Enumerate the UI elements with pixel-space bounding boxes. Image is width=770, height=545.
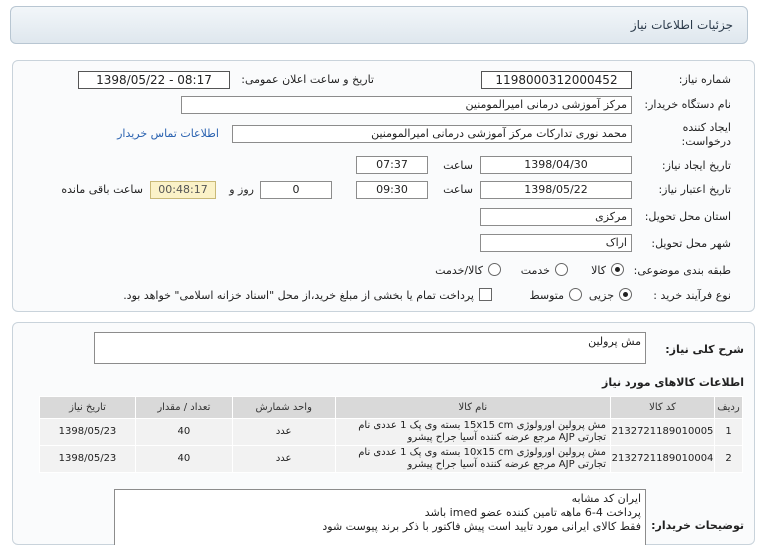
announce-datetime-label: تاریخ و ساعت اعلان عمومی:	[241, 73, 374, 86]
row-name	[335, 446, 610, 473]
row-unit: عدد	[232, 446, 335, 473]
buyer-org-label: نام دستگاه خریدار:	[644, 98, 731, 111]
goods-table-header	[40, 397, 743, 419]
valid-time-field: 09:30	[356, 181, 428, 199]
province-field: مرکزی	[480, 208, 632, 226]
col-code: کد کالا	[611, 397, 715, 419]
row-qty: 40	[135, 446, 232, 473]
buyer-note-line: ایران کد مشابه	[571, 492, 641, 505]
province-label: استان محل تحویل:	[644, 210, 731, 223]
summary-field: مش پرولین	[94, 332, 646, 364]
category-label: طبقه بندی موضوعی:	[633, 264, 731, 277]
row-index: 1	[715, 419, 743, 446]
buyer-note-line: فقط کالای ایرانی مورد تایید است پیش فاکتور با ذکر برند پیوست شود	[322, 520, 641, 533]
col-date: تاریخ نیاز	[40, 397, 136, 419]
created-time-field: 07:37	[356, 156, 428, 174]
page-header	[10, 6, 748, 44]
table-row	[40, 419, 743, 446]
col-unit: واحد شمارش	[232, 397, 335, 419]
col-qty: تعداد / مقدار	[135, 397, 232, 419]
category-option-goods: کالا	[591, 264, 606, 277]
row-qty: 40	[135, 419, 232, 446]
buyer-notes-field	[114, 489, 646, 545]
treasury-payment-note: پرداخت تمام یا بخشی از مبلغ خرید،از محل "اسناد خزانه اسلامی" خواهد بود.	[123, 289, 474, 302]
row-code: 2132721189010004	[611, 446, 715, 473]
created-date-label: تاریخ ایجاد نیاز:	[661, 159, 731, 172]
goods-section-title: اطلاعات کالاهای مورد نیاز	[602, 376, 744, 389]
col-name: نام کالا	[335, 397, 610, 419]
remaining-time-field: 00:48:17	[150, 181, 216, 199]
category-option-both: کالا/خدمت	[435, 264, 483, 277]
row-name-line2: تجارتی AJP مرجع عرضه کننده آسیا جراح پیشرو	[407, 459, 607, 470]
goods-table	[39, 396, 743, 473]
created-time-label: ساعت	[443, 159, 473, 172]
purchase-option-minor: جزیی	[588, 289, 614, 302]
table-row	[40, 446, 743, 473]
remaining-days-field: 0	[260, 181, 332, 199]
row-name-line1: مش پرولین اورولوژی 10x15 cm بسته وی پک 1 عددی نام	[358, 447, 607, 458]
purchase-radio-medium[interactable]	[569, 288, 582, 301]
buyer-contact-link[interactable]: اطلاعات تماس خریدار	[117, 127, 219, 140]
row-name-line1: مش پرولین اورولوژی 15x15 cm بسته وی پک 1 عددی نام	[358, 420, 607, 431]
buyer-org-field: مرکز آموزشی درمانی امیرالمومنین	[181, 96, 632, 114]
category-radio-both[interactable]	[488, 263, 501, 276]
purchase-type-label: نوع فرآیند خرید :	[653, 289, 731, 302]
row-index: 2	[715, 446, 743, 473]
city-label: شهر محل تحویل:	[651, 237, 731, 250]
page-title: جزئیات اطلاعات نیاز	[630, 18, 733, 32]
treasury-payment-checkbox[interactable]	[479, 288, 492, 301]
valid-date-field: 1398/05/22	[480, 181, 632, 199]
summary-label: شرح کلی نیاز:	[665, 343, 744, 356]
valid-date-label: تاریخ اعتبار نیاز:	[658, 183, 731, 196]
created-date-field: 1398/04/30	[480, 156, 632, 174]
buyer-note-line: پرداخت 4-6 ماهه تامین کننده عضو imed باشد	[424, 506, 641, 519]
creator-field: محمد نوری تدارکات مرکز آموزشی درمانی امیرالمومنین	[232, 125, 632, 143]
need-number-label: شماره نیاز:	[678, 73, 731, 86]
row-name-line2: تجارتی AJP مرجع عرضه کننده آسیا جراح پیشرو	[407, 432, 607, 443]
buyer-notes-label: توضیحات خریدار:	[651, 519, 744, 532]
row-name	[335, 419, 610, 446]
category-radio-service[interactable]	[555, 263, 568, 276]
creator-label: ایجاد کننده درخواست:	[681, 121, 731, 148]
row-unit: عدد	[232, 419, 335, 446]
announce-datetime-field: 1398/05/22 - 08:17	[78, 71, 230, 89]
need-items-panel	[12, 322, 755, 545]
purchase-radio-minor[interactable]	[619, 288, 632, 301]
days-label: روز و	[229, 183, 254, 196]
city-field: اراک	[480, 234, 632, 252]
need-details-panel	[12, 60, 755, 312]
category-radio-goods[interactable]	[611, 263, 624, 276]
need-number-field: 1198000312000452	[481, 71, 632, 89]
category-option-service: خدمت	[520, 264, 550, 277]
row-date: 1398/05/23	[40, 446, 136, 473]
remaining-label: ساعت باقی مانده	[61, 183, 143, 196]
row-code: 2132721189010005	[611, 419, 715, 446]
valid-time-label: ساعت	[443, 183, 473, 196]
col-index: ردیف	[715, 397, 743, 419]
purchase-option-medium: متوسط	[529, 289, 564, 302]
row-date: 1398/05/23	[40, 419, 136, 446]
